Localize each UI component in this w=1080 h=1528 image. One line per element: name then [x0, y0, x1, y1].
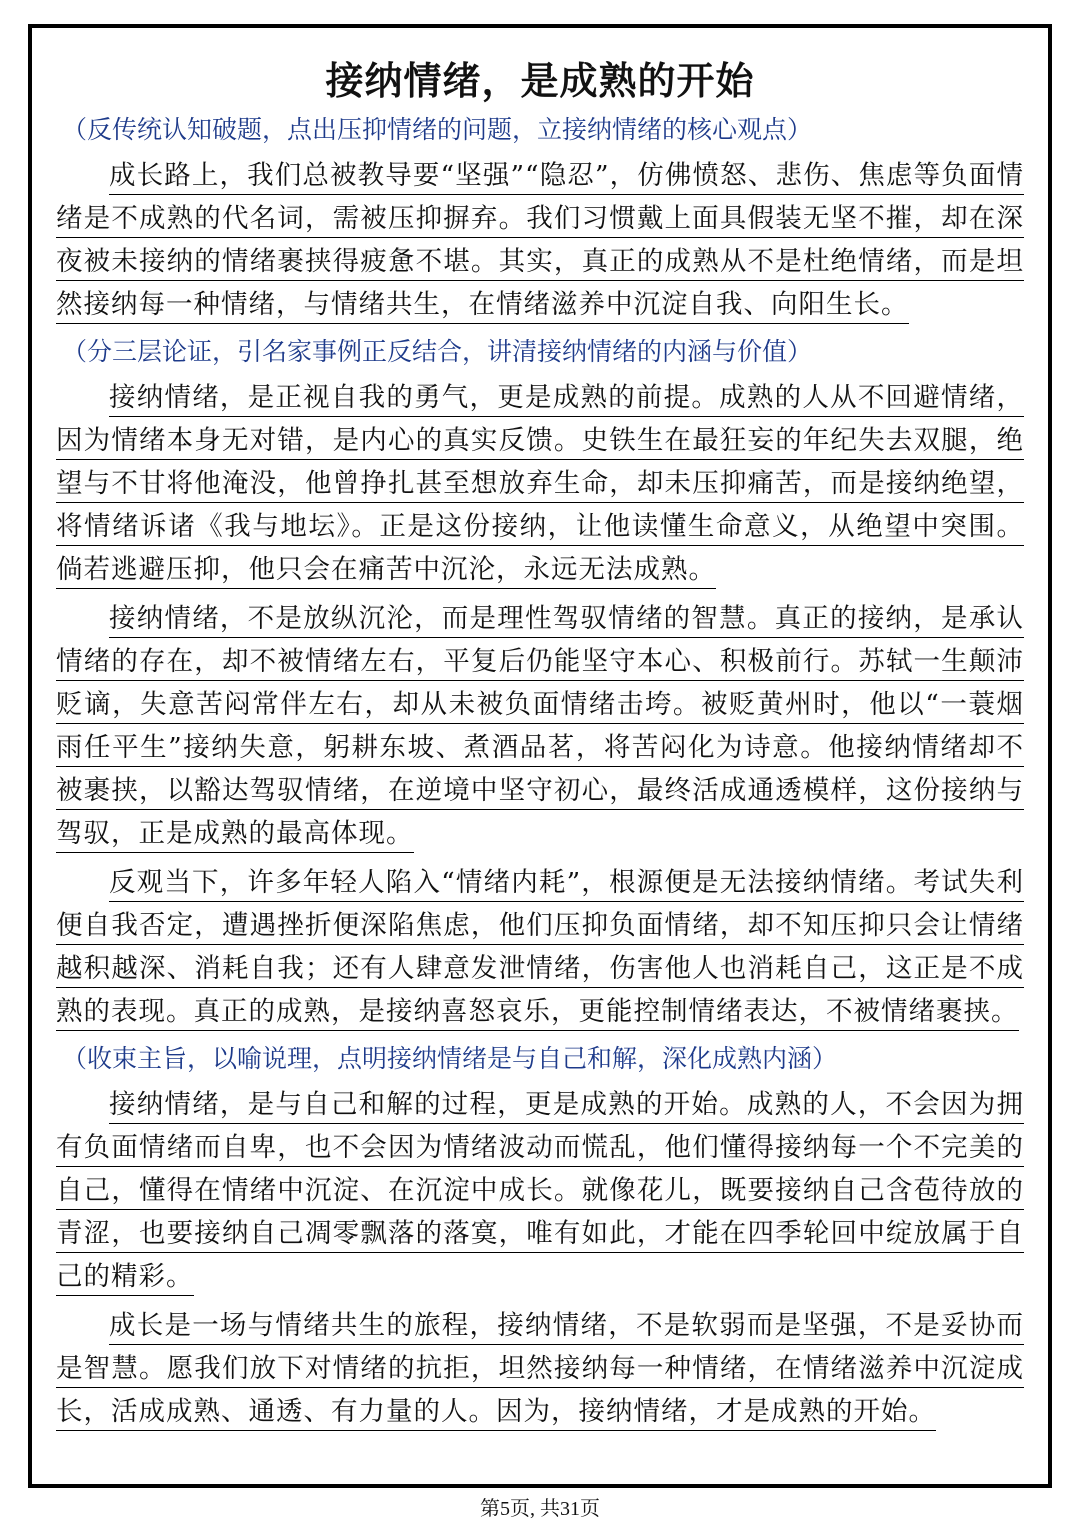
- section-note: （分三层论证，引名家事例正反结合，讲清接纳情绪的内涵与价值）: [62, 337, 813, 366]
- paragraph-text: 接纳情绪，是与自己和解的过程，更是成熟的开始。成熟的人，不会因为拥有负面情绪而自卑，也不会因为情绪波动而慌乱，他们懂得接纳每一个不完美的自己，懂得在情绪中沉淀、在沉淀中成长。就像花儿，既要接纳自己含苞待放的青涩，也要接纳自己凋零飘落的落寞，唯有如此，才能在四季轮回中绽放属于自己的精彩。: [56, 1089, 1024, 1296]
- paragraph-text: 接纳情绪，不是放纵沉沦，而是理性驾驭情绪的智慧。真正的接纳，是承认情绪的存在，却不被情绪左右，平复后仍能坚守本心、积极前行。苏轼一生颠沛贬谪，失意苦闷常伴左右，却从未被负面情绪击垮。被贬黄州时，他以“一蓑烟雨任平生”接纳失意，躬耕东坡、煮酒品茗，将苦闷化为诗意。他接纳情绪却不被裹挟，以豁达驾驭情绪，在逆境中坚守初心，最终活成通透模样，这份接纳与驾驭，正是成熟的最高体现。: [56, 603, 1024, 853]
- paragraph: [56, 154, 1024, 326]
- paragraph: [56, 597, 1024, 855]
- page-number: 第5页, 共31页: [480, 1498, 600, 1520]
- section-1: [56, 110, 1024, 326]
- paragraph: [56, 861, 1024, 1033]
- paragraph: [56, 1304, 1024, 1433]
- section-note: （反传统认知破题，点出压抑情绪的问题，立接纳情绪的核心观点）: [62, 115, 813, 144]
- paragraph: [56, 376, 1024, 591]
- page-frame: [28, 24, 1052, 1488]
- paragraph-text: 成长是一场与情绪共生的旅程，接纳情绪，不是软弱而是坚强，不是妥协而是智慧。愿我们放下对情绪的抗拒，坦然接纳每一种情绪，在情绪滋养中沉淀成长，活成成熟、通透、有力量的人。因为，接纳情绪，才是成熟的开始。: [56, 1310, 1024, 1431]
- section-note: （收束主旨，以喻说理，点明接纳情绪是与自己和解，深化成熟内涵）: [62, 1044, 838, 1073]
- section-3: [56, 1039, 1024, 1433]
- paragraph-text: 接纳情绪，是正视自我的勇气，更是成熟的前提。成熟的人从不回避情绪，因为情绪本身无对错，是内心的真实反馈。史铁生在最狂妄的年纪失去双腿，绝望与不甘将他淹没，他曾挣扎甚至想放弃生命，却未压抑痛苦，而是接纳绝望，将情绪诉诸《我与地坛》。正是这份接纳，让他读懂生命意义，从绝望中突围。倘若逃避压抑，他只会在痛苦中沉沦，永远无法成熟。: [56, 382, 1024, 589]
- paragraph-text: 成长路上，我们总被教导要“坚强”“隐忍”，仿佛愤怒、悲伤、焦虑等负面情绪是不成熟的代名词，需被压抑摒弃。我们习惯戴上面具假装无坚不摧，却在深夜被未接纳的情绪裹挟得疲惫不堪。其实，真正的成熟从不是杜绝情绪，而是坦然接纳每一种情绪，与情绪共生，在情绪滋养中沉淀自我、向阳生长。: [56, 160, 1024, 324]
- section-2: [56, 332, 1024, 1033]
- paragraph: [56, 1083, 1024, 1298]
- essay-title: 接纳情绪，是成熟的开始: [325, 59, 755, 103]
- paragraph-text: 反观当下，许多年轻人陷入“情绪内耗”，根源便是无法接纳情绪。考试失利便自我否定，遭遇挫折便深陷焦虑，他们压抑负面情绪，却不知压抑只会让情绪越积越深、消耗自我；还有人肆意发泄情绪，伤害他人也消耗自己，这正是不成熟的表现。真正的成熟，是接纳喜怒哀乐，更能控制情绪表达，不被情绪裹挟。: [56, 867, 1024, 1031]
